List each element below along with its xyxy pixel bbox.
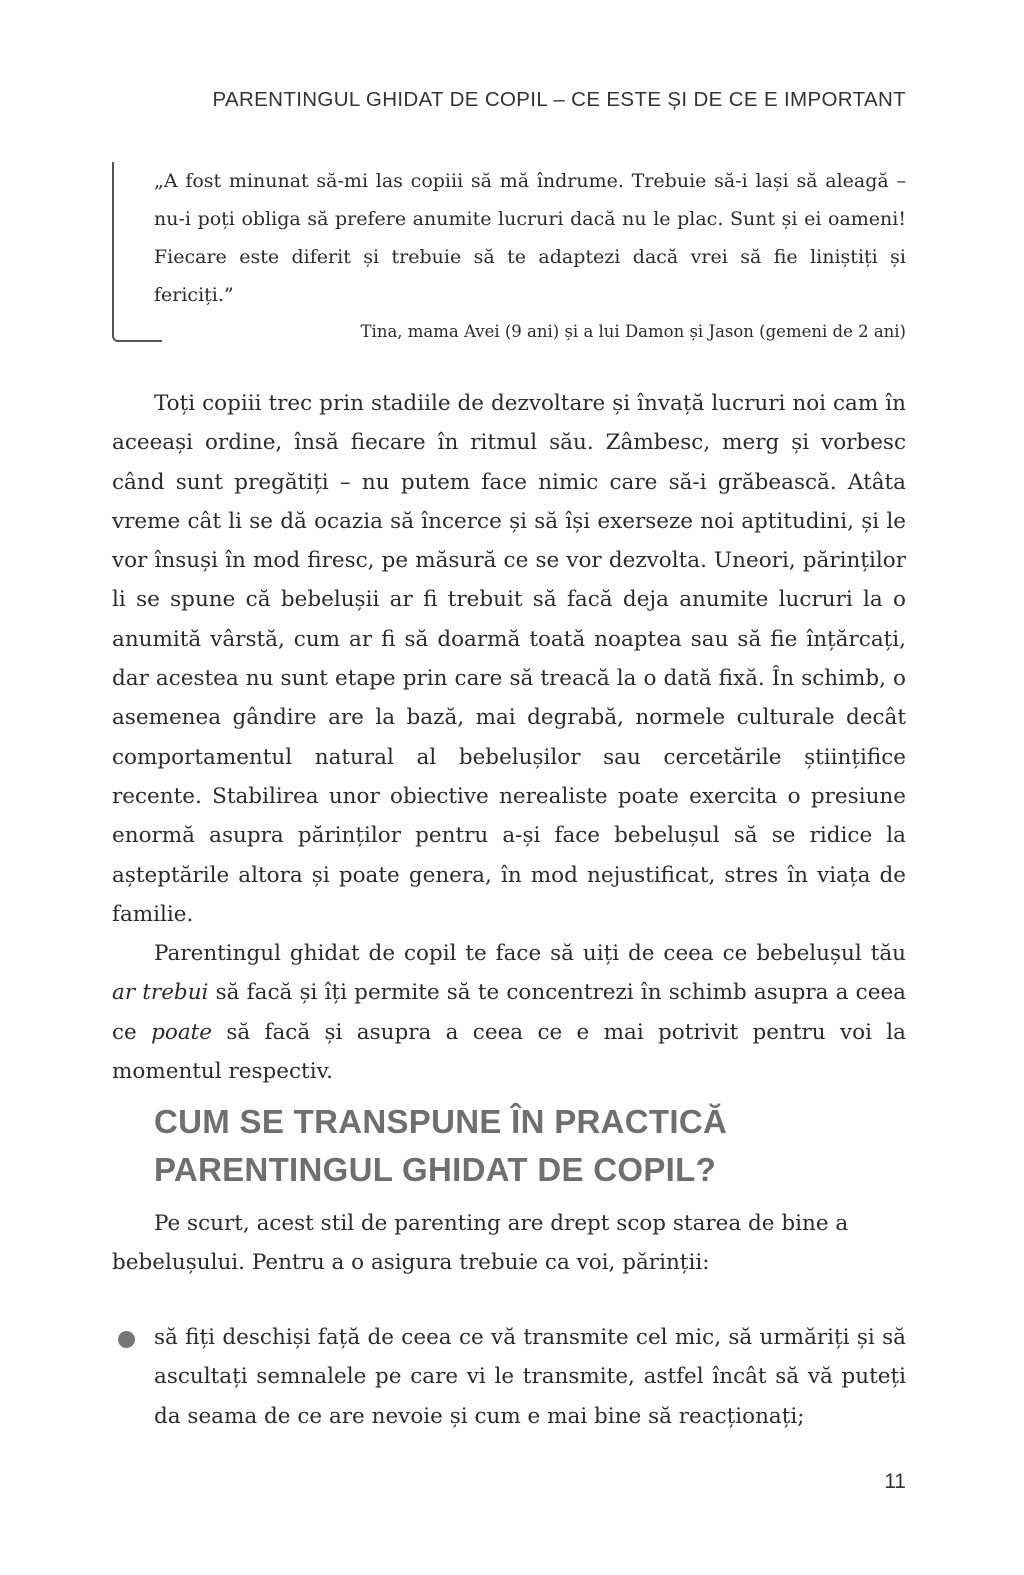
testimonial-quote <box>112 162 906 350</box>
list-item <box>112 1318 906 1436</box>
section-heading-line: PARENTINGUL GHIDAT DE COPIL? <box>154 1151 717 1188</box>
section-intro: Pe scurt, acest stil de parenting are drept scop starea de bine a bebelușului. Pentru a o asigura trebuie ca voi, părinții: <box>112 1211 849 1276</box>
body-text <box>112 384 906 1091</box>
emphasis-text: poate <box>151 1019 212 1045</box>
page-number: 11 <box>884 1470 906 1493</box>
list-item-text: să fiți deschiși față de ceea ce vă transmite cel mic, să urmăriți și să ascultați semnalele pe care vi le transmite, astfel încât să vă puteți da seama de ce are nevoie și cum e mai bine să reacționați; <box>154 1325 906 1429</box>
running-header: PARENTINGUL GHIDAT DE COPIL – CE ESTE ȘI DE CE E IMPORTANT <box>212 88 906 111</box>
section-heading <box>154 1098 874 1194</box>
paragraph-text: să facă și asupra a ceea ce e mai potrivit pentru voi la momentul respectiv. <box>112 1019 906 1085</box>
bullet-list <box>112 1318 906 1436</box>
quote-attribution: Tina, mama Avei (9 ani) și a lui Damon și Jason (gemeni de 2 ani) <box>360 322 906 341</box>
section-heading-line: CUM SE TRANSPUNE ÎN PRACTICĂ <box>154 1103 728 1140</box>
paragraph <box>112 934 906 1091</box>
paragraph: Toți copiii trec prin stadiile de dezvoltare și învață lucruri noi cam în aceeași ordine, însă fiecare în ritmul său. Zâmbesc, merg și vorbesc când sunt pregătiți – nu putem face nimic care să-i grăbească. Atâta vreme cât li se dă ocazia să încerce și să își exerseze noi aptitudini, și le vor însuși în mod firesc, pe măsură ce se vor dezvolta. Uneori, părinților li se spune că bebelușii ar fi trebuit să facă deja anumite lucruri la o anumită vârstă, cum ar fi să doarmă toată noaptea sau să fie înțărcați, dar acestea nu sunt etape prin care să treacă la o dată fixă. În schimb, o asemenea gândire are la bază, mai degrabă, normele culturale decât comportamentul natural al bebelușilor sau cercetările științifice recente. Stabilirea unor obiective nerealiste poate exercita o presiune enormă asupra părinților pentru a-și face bebelușul să se ridice la așteptările altora și poate genera, în mod nejustificat, stres în viața de familie. <box>112 391 906 927</box>
quote-text: „A fost minunat să-mi las copiii să mă îndrume. Trebuie să-i lași să aleagă – nu-i poți obliga să prefere anumite lucruri dacă nu le plac. Sunt și ei oameni! Fiecare este diferit și trebuie să te adaptezi dacă vrei să fie liniștiți și fericiți.” <box>154 170 906 306</box>
paragraph-text: Parentingul ghidat de copil te face să uiți de ceea ce bebelușul tău <box>154 941 906 967</box>
paragraph-text: să facă și îți permite să te concentrezi în schimb asupra a ceea ce <box>112 980 906 1045</box>
emphasis-text: ar trebui <box>112 980 209 1006</box>
quote-bracket-decoration <box>112 162 162 342</box>
bullet-dot-icon <box>118 1331 135 1348</box>
